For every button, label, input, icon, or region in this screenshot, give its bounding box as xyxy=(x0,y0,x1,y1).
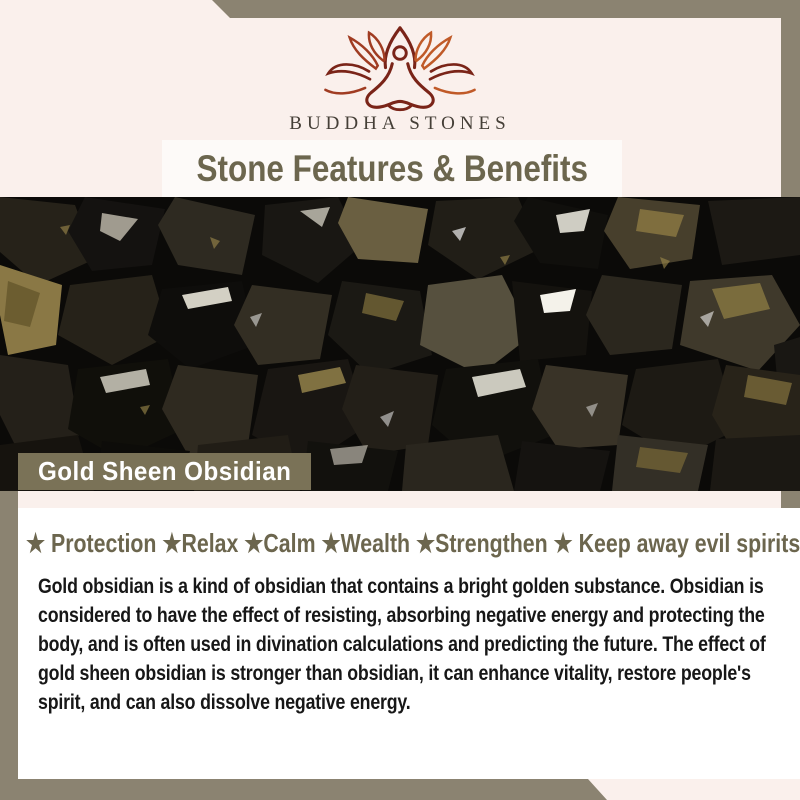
obsidian-stones-illustration xyxy=(0,197,800,491)
benefits-text: ★ Protection ★Relax ★Calm ★Wealth ★Strengthen ★ Keep away evil spirits xyxy=(25,528,800,558)
corner-decoration-left-column xyxy=(0,491,18,800)
benefits-panel xyxy=(18,508,800,779)
lotus-meditation-logo-icon xyxy=(320,24,480,116)
section-title-box xyxy=(162,140,622,197)
corner-decoration-bottom-band xyxy=(0,779,620,800)
benefits-line xyxy=(25,528,800,559)
description-text: Gold obsidian is a kind of obsidian that contains a bright golden substance. Obsidian is considered to have the effect of resisting, absorbing negative energy and protecting the body, and is often used in divination calculations and predicting the future. The effect of gold sheen obsidian is stronger than obsidian, it can enhance vitality, restore people's spirit, and can also dissolve negative energy. xyxy=(38,575,766,714)
stone-name-badge xyxy=(18,453,311,490)
stone-name-label: Gold Sheen Obsidian xyxy=(38,456,292,486)
stone-photo xyxy=(0,197,800,491)
corner-decoration-right-column xyxy=(781,0,800,197)
corner-decoration-top-right-band xyxy=(0,0,800,18)
brand-name: BUDDHA STONES xyxy=(289,113,511,134)
page-title: Stone Features & Benefits xyxy=(196,147,588,189)
